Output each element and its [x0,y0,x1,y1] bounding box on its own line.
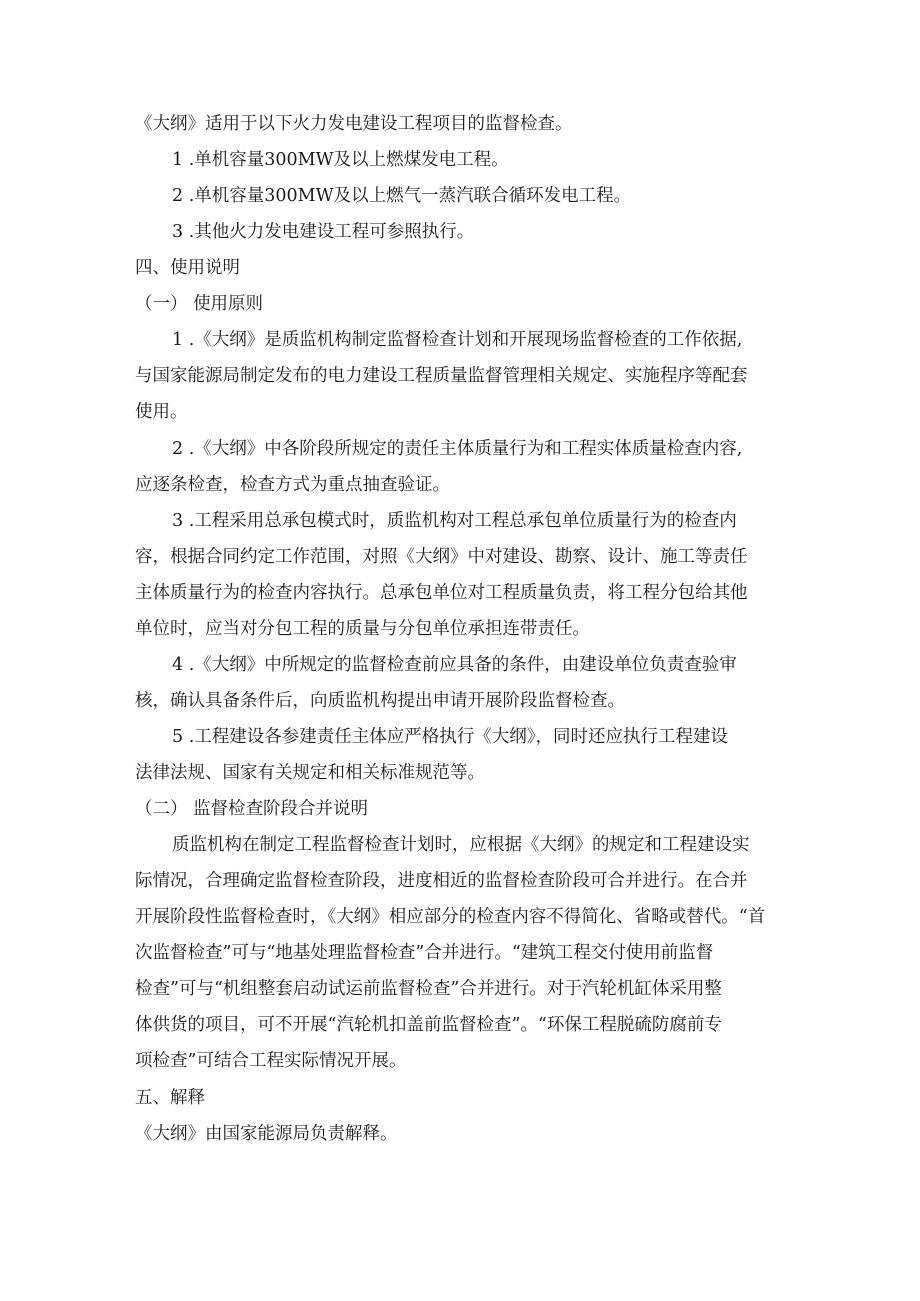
section4-heading: 四、使用说明 [135,258,240,278]
section5-heading: 五、解释 [135,1088,205,1108]
scope-item-1: 1 .单机容量300MW及以上燃煤发电工程。 [172,150,509,170]
para6-line-6: 体供货的项目，可不开展“汽轮机扣盖前监督检查”。“环保工程脱硫防腐前专 [135,1015,722,1035]
para1-line-1: 1 .《大纲》是质监机构制定监督检查计划和开展现场监督检查的工作依据, [172,330,743,350]
para2-line-2: 应逐条检查，检查方式为重点抽查验证。 [135,475,450,495]
para1-line-2: 与国家能源局制定发布的电力建设工程质量监督管理相关规定、实施程序等配套 [135,366,748,386]
para5-line-2: 法律法规、国家有关规定和相关标准规范等。 [135,763,485,783]
para3-line-3: 主体质量行为的检查内容执行。总承包单位对工程质量负责，将工程分包给其他 [135,583,748,603]
subsection1-heading: （一） 使用原则 [135,294,264,314]
para6-line-3: 开展阶段性监督检查时，《大纲》相应部分的检查内容不得简化、省略或替代。“首 [135,907,766,927]
para3-line-1: 3 .工程采用总承包模式时，质监机构对工程总承包单位质量行为的检查内 [172,511,737,531]
intro-line: 《大纲》适用于以下火力发电建设工程项目的监督检查。 [135,114,573,134]
para6-line-5: 检查”可与“机组整套启动试运前监督检查”合并进行。对于汽轮机缸体采用整 [135,979,722,999]
closing-line: 《大纲》由国家能源局负责解释。 [135,1124,398,1144]
para6-line-4: 次监督检查”可与“地基处理监督检查”合并进行。“建筑工程交付使用前监督 [135,943,714,963]
para3-line-4: 单位时，应当对分包工程的质量与分包单位承担连带责任。 [135,619,590,639]
para6-line-2: 际情况，合理确定监督检查阶段，进度相近的监督检查阶段可合并进行。在合并 [135,871,748,891]
scope-item-3: 3 .其他火力发电建设工程可参照执行。 [172,222,475,242]
para2-line-1: 2 .《大纲》中各阶段所规定的责任主体质量行为和工程实体质量检查内容, [172,439,743,459]
para4-line-2: 核，确认具备条件后，向质监机构提出申请开展阶段监督检查。 [135,691,625,711]
scope-item-2: 2 .单机容量300MW及以上燃气一蒸汽联合循环发电工程。 [172,186,632,206]
subsection2-heading: （二） 监督检查阶段合并说明 [135,799,369,819]
para1-line-3: 使用。 [135,402,188,422]
para6-line-1: 质监机构在制定工程监督检查计划时，应根据《大纲》的规定和工程建设实 [172,835,750,855]
para3-line-2: 容，根据合同约定工作范围，对照《大纲》中对建设、勘察、设计、施工等责任 [135,547,748,567]
para6-line-7: 项检查”可结合工程实际情况开展。 [135,1051,407,1071]
para5-line-1: 5 .工程建设各参建责任主体应严格执行《大纲》，同时还应执行工程建设 [172,727,729,747]
para4-line-1: 4 .《大纲》中所规定的监督检查前应具备的条件，由建设单位负责查验审 [172,655,737,675]
